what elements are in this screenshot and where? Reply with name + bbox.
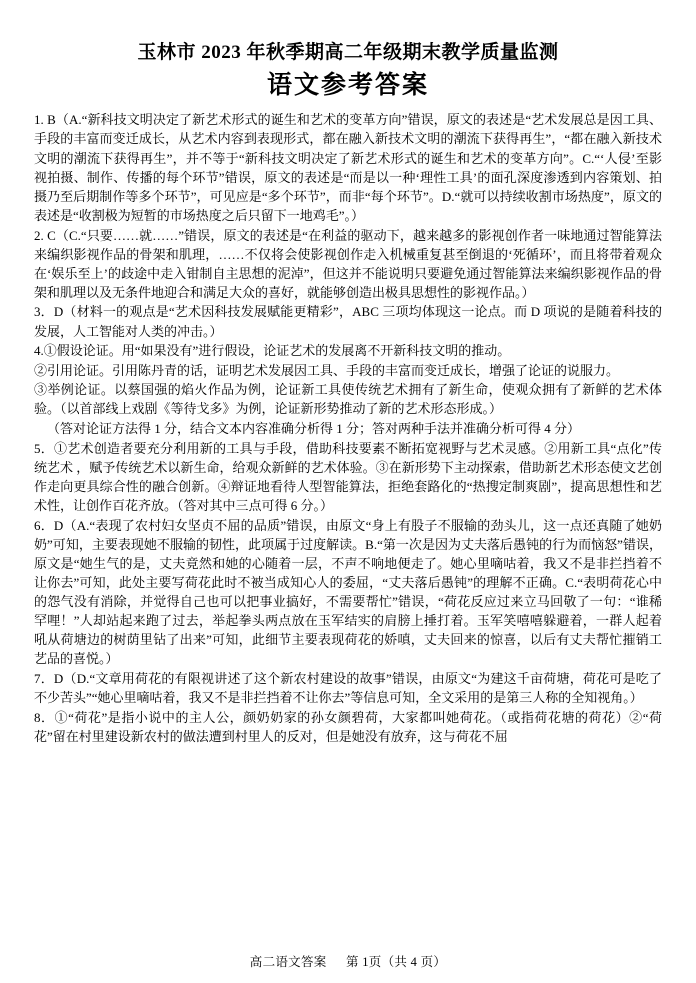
page-title: 玉林市 2023 年秋季期高二年级期末教学质量监测 [137, 42, 559, 63]
answer-item: 2. C（C.“只要……就……”错误，原文的表述是“在利益的驱动下，越来越多的影视创作者一味地通过智能算法来编织影视作品的骨架和肌理，……不仅将会使影视创作走入机械重复甚至倒退的‘死循环’，而且将带着观众在‘娱乐至上’的歧途中走入钳制自主思想的泥淖”，但这并不能说明只要避免通过智能算法来编织影视作品的骨架和肌理以及无条件地迎合和满足大众的喜好，就能够创造出极具思想性的影视作品。） [34, 227, 662, 300]
answer-item: 3．D（材料一的观点是“艺术因科技发展赋能更精彩”，ABC 三项均体现这一论点。而 D 项说的是随着科技的发展，人工智能对人类的冲击。） [34, 304, 662, 339]
answer-item: 7．D（D.“文章用荷花的有限视讲述了这个新农村建设的故事”错误，由原文“为建这千亩荷塘，荷花可是吃了不少苦头”“她心里嘀咕着，我又不是非拦挡着不让你去”等信息可知，全文采用的是第三人称的全知视角。） [34, 671, 662, 706]
page-subtitle: 语文参考答案 [266, 71, 429, 99]
answer-item: 6．D（A.“表现了农村妇女坚贞不屈的品质”错误，由原文“身上有股子不服输的劲头儿，这一点还真随了她奶奶”可知，主要表现她不服输的韧性，此项属于过度解读。B.“第一次是因为丈夫落后愚钝的行为而恼怒”错误，原文是“她生气的是，丈夫竟然和她的心随着一层，不声不响地便走了。她心里嘀咕着，我又不是非拦挡着不让你去”可知，此处主要写荷花此时不被当成知心人的委屈，“丈夫落后愚钝”的理解不正确。C.“表明荷花心中的怨气没有消除，并觉得自己也可以把事业搞好，不需要帮忙”错误，“荷花反应过来立马回敬了一句：“谁稀罕哩！”人却站起来跑了过去，举起拳头两点放在玉军结实的肩膀上捶打着。玉军笑嘻嘻躲避着，一群人起着吼从荷塘边的树荫里钻了出来”可知，此细节主要表现荷花的娇嗔，丈夫回来的惊喜，以后有丈夫帮忙摧销工艺品的喜悦。） [34, 517, 662, 667]
answer-item: ③举例论证。以蔡国强的焰火作品为例，论证新工具使传统艺术拥有了新生命，使观众拥有了新鲜的艺术体验。（以首部线上戏剧《等待戈多》为例，论证新形势推动了新的艺术形态形成。） [34, 382, 662, 417]
answer-item: 1. B（A.“新科技文明决定了新艺术形式的诞生和艺术的变革方向”错误，原文的表述是“艺术发展总是因工具、手段的丰富而变迁成长，从艺术内容到表现形式，都在融入新技术文明的潮流下获得再生”，“都在融入新技术文明的潮流下获得再生”，并不等于“新科技文明决定了新艺术形式的诞生和艺术的变革方向”。C.“‘人侵’至影视拍摄、制作、传播的每个环节”错误，原文的表述是“而是以一种‘理性工具’的面孔深度渗透到内容策划、拍摄乃至后期制作等多个环节”，可见应是“多个环节”，而非“每个环节”。D.“就可以持续收割市场热度”，原文的表述是“收割极为短暂的市场热度之后只留下一地鸡毛”。） [34, 112, 662, 223]
page-footer [0, 952, 696, 970]
answer-item: 5．①艺术创造者要充分利用新的工具与手段，借助科技要素不断拓宽视野与艺术灵感。②用新工具“点化”传统艺术 ，赋予传统艺术以新生命，给观众新鲜的艺术体验。③在新形势下主动探索，借助新艺术形态使文艺创作走向更具综合性的融合创新。④辩证地看待人型智能算法，拒绝套路化的“热搜定制爽剧”，提高思想性和艺术性，让创作百花齐放。（答对其中三点可得 6 分。） [34, 440, 662, 514]
answer-item: 4.①假设论证。用“如果没有”进行假设，论证艺术的发展离不开新科技文明的推动。 [34, 343, 511, 359]
footer-page-number: 第 1页（共 4 页） [346, 955, 447, 969]
answer-item: ②引用论证。引用陈丹青的话，证明艺术发展因工具、手段的丰富而变迁成长，增强了论证的说服力。 [34, 362, 620, 378]
answer-item: （答对论证方法得 1 分，结合文本内容准确分析得 1 分；答对两种手法并准确分析可得 4 分） [47, 421, 581, 437]
footer-label: 高二语文答案 [249, 955, 327, 969]
answer-item: 8．①“荷花”是指小说中的主人公，颜奶奶家的孙女颜碧荷，大家都叫她荷花。（或指荷花塘的荷花）②“荷花”留在村里建设新农村的做法遭到村里人的反对，但是她没有放弃，这与荷花不屈 [34, 709, 662, 744]
answer-body [34, 110, 662, 746]
